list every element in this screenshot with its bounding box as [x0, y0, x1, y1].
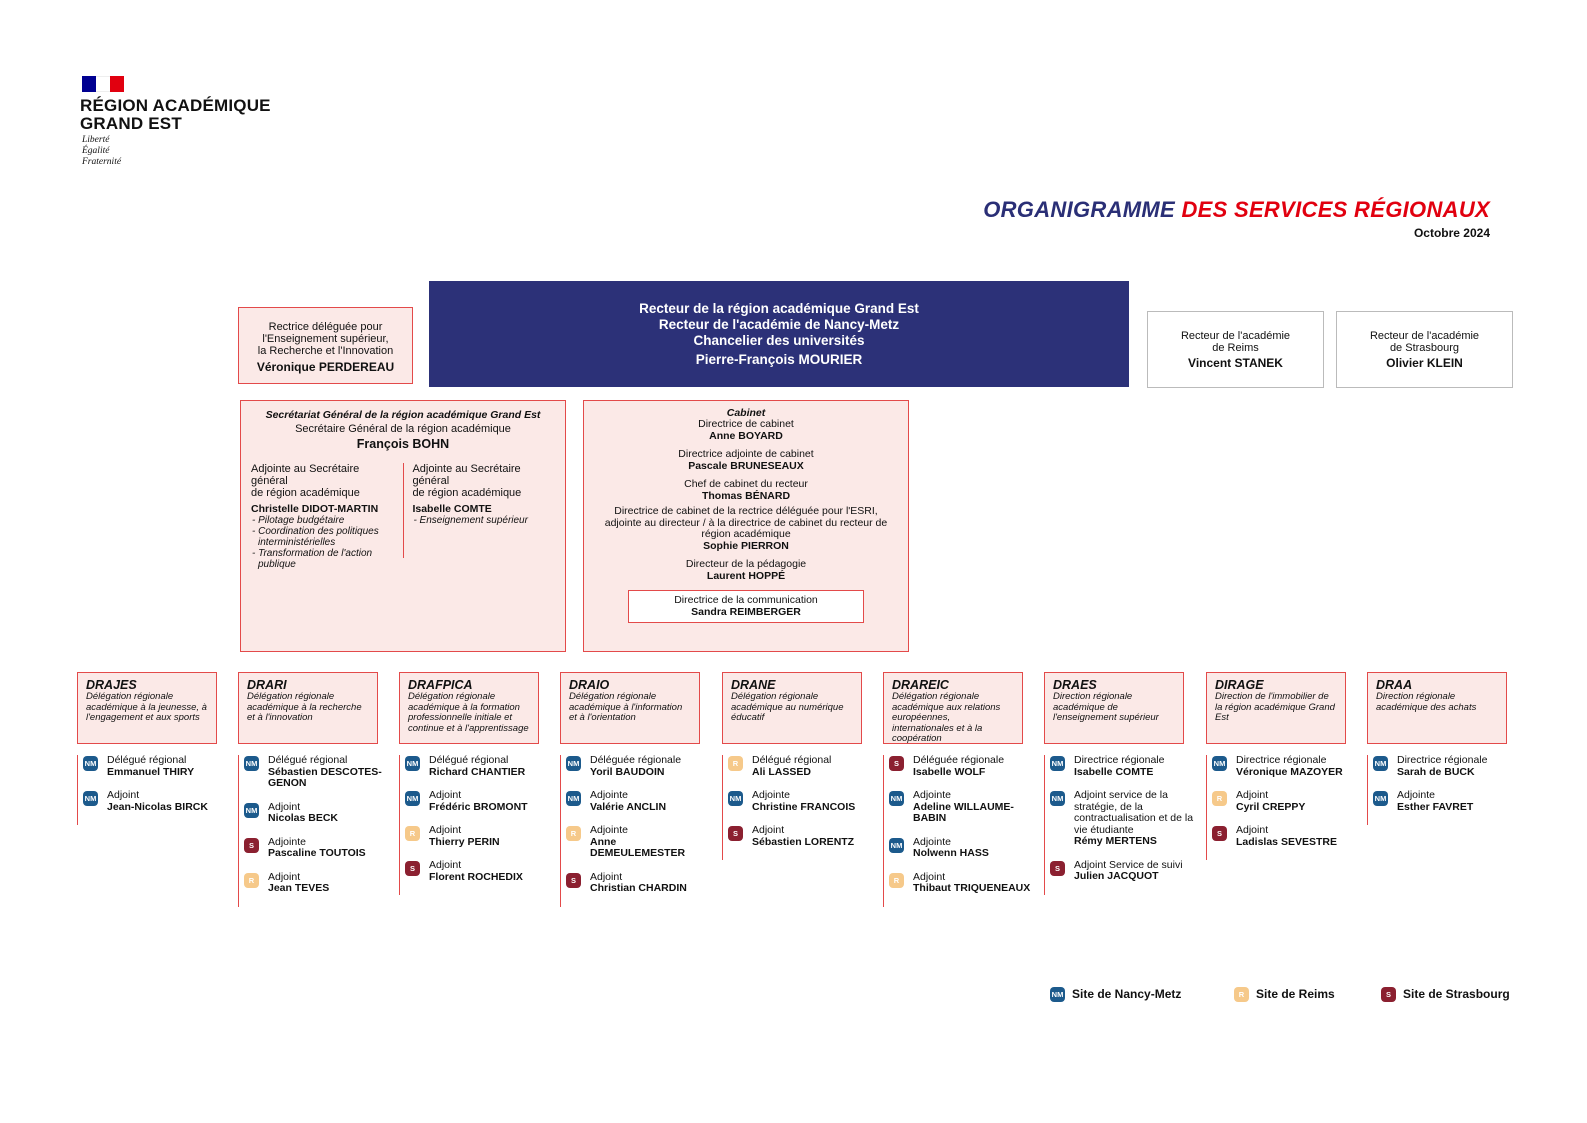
department-code: DRAIO [569, 678, 610, 692]
department-desc: Délégation régionale académique à la jeunesse, à l'engagement et aux sports [86, 691, 207, 723]
person-name: Esther FAVRET [1397, 800, 1474, 813]
sg-adjoint-1: Adjointe au Secrétaire général de région académique Christelle DIDOT-MARTIN - Pilotage budgétaire - Coordination des politiques interministérielles - Transformation de l'action publique [251, 463, 404, 558]
person-name: Rémy MERTENS [1074, 835, 1157, 847]
nm-site-icon: NM [1050, 987, 1065, 1002]
person-name: Thibaut TRIQUENEAUX [913, 882, 1031, 894]
person-entry [889, 872, 1033, 895]
department-box-drajes [77, 672, 217, 744]
department-code: DRAES [1053, 678, 1097, 692]
person-entry [728, 790, 872, 813]
person-role: Délégué régional [752, 754, 832, 766]
strasbourg-site-icon: S [728, 826, 743, 841]
person-name: Valérie ANCLIN [590, 800, 667, 813]
person-entry [83, 790, 227, 813]
person-name: Nolwenn HASS [913, 847, 989, 859]
department-code: DRAJES [86, 678, 137, 692]
department-people-dirage [1206, 755, 1356, 860]
person-entry [1212, 755, 1356, 778]
department-desc: Délégation régionale académique à la recherche et à l'innovation [247, 691, 362, 723]
nm-site-icon: NM [889, 838, 904, 853]
department-code: DRAFPICA [408, 678, 473, 692]
cabinet-box: Cabinet Directrice de cabinet Anne BOYARD Directrice adjointe de cabinet Pascale BRUNESEAUX Chef de cabinet du recteur Thomas BÉNARD Directrice de cabinet de la rectrice déléguée pour l'ESRI, adjointe au directeur / à la directrice de cabinet du recteur de région académique Sophie PIERRON Directeur de la pédagogie Laurent HOPPÉ Directrice de la communication Sandra REIMBERGER [583, 400, 909, 652]
nm-site-icon: NM [405, 791, 420, 806]
person-entry [889, 755, 1033, 778]
person-entry [1212, 825, 1356, 848]
nm-site-icon: NM [889, 791, 904, 806]
legend-reims: R Site de Reims [1234, 986, 1335, 1002]
nm-site-icon: NM [1050, 756, 1065, 771]
person-role: Adjoint [429, 824, 462, 836]
reims-site-icon: R [889, 873, 904, 888]
person-name: Florent ROCHEDIX [429, 870, 523, 883]
reims-site-icon: R [405, 826, 420, 841]
nm-site-icon: NM [405, 756, 420, 771]
person-entry [728, 755, 872, 778]
person-name: Christine FRANCOIS [752, 800, 856, 813]
strasbourg-site-icon: S [244, 838, 259, 853]
nm-site-icon: NM [1212, 756, 1227, 771]
strasbourg-site-icon: S [405, 861, 420, 876]
person-role: Adjoint [429, 789, 462, 801]
person-role: Directrice régionale [1236, 754, 1327, 766]
person-entry [566, 790, 710, 813]
department-code: DRAREIC [892, 678, 949, 692]
person-role: Directrice régionale [1397, 754, 1488, 766]
department-code: DRANE [731, 678, 776, 692]
person-role: Adjointe [268, 835, 306, 848]
page-date: Octobre 2024 [1413, 226, 1490, 240]
person-name: Sébastien DESCOTES-GENON [268, 765, 382, 789]
reims-site-icon: R [566, 826, 581, 841]
nm-site-icon: NM [566, 756, 581, 771]
person-entry [1212, 790, 1356, 813]
page-title: ORGANIGRAMME DES SERVICES RÉGIONAUX [983, 197, 1490, 222]
logo-name: RÉGION ACADÉMIQUE GRAND EST [80, 96, 271, 133]
person-entry [1373, 755, 1517, 778]
person-role: Délégué régional [429, 754, 509, 766]
person-entry [1050, 790, 1194, 848]
nm-site-icon: NM [728, 791, 743, 806]
department-people-drari [238, 755, 388, 907]
person-role: Délégué régional [268, 754, 348, 766]
person-entry [83, 755, 227, 778]
person-name: Cyril CREPPY [1236, 800, 1306, 813]
person-entry [1050, 755, 1194, 778]
person-name: Thierry PERIN [429, 835, 500, 848]
person-entry [244, 755, 388, 790]
nm-site-icon: NM [1050, 791, 1065, 806]
department-desc: Direction régionale académique de l'enseignement supérieur [1053, 691, 1159, 723]
department-people-drareic [883, 755, 1033, 907]
person-name: Jean-Nicolas BIRCK [107, 800, 208, 813]
person-entry [1373, 790, 1517, 813]
rectrice-deleguee-box: Rectrice déléguée pour l'Enseignement supérieur, la Recherche et l'Innovation Véronique PERDEREAU [238, 307, 413, 384]
person-name: Sarah de BUCK [1397, 765, 1475, 778]
person-name: Isabelle WOLF [913, 765, 986, 778]
recteur-reims-box: Recteur de l'académie de Reims Vincent STANEK [1147, 311, 1324, 388]
person-role: Adjoint [268, 870, 301, 883]
person-entry [405, 825, 549, 848]
person-entry [405, 790, 549, 813]
person-entry [1050, 860, 1194, 883]
person-role: Adjointe [913, 789, 951, 801]
logo-motto: Liberté Égalité Fraternité [82, 135, 122, 167]
department-desc: Direction régionale académique des achats [1376, 691, 1477, 713]
person-name: Yoril BAUDOIN [590, 765, 665, 778]
department-box-dirage [1206, 672, 1346, 744]
person-name: Ladislas SEVESTRE [1236, 835, 1337, 848]
person-name: Emmanuel THIRY [107, 765, 195, 778]
person-entry [405, 860, 549, 883]
strasbourg-site-icon: S [566, 873, 581, 888]
department-box-draio [560, 672, 700, 744]
department-code: DIRAGE [1215, 678, 1264, 692]
person-role: Adjoint [1236, 789, 1269, 801]
nm-site-icon: NM [244, 803, 259, 818]
reims-site-icon: R [1234, 987, 1249, 1002]
nm-site-icon: NM [83, 791, 98, 806]
nm-site-icon: NM [83, 756, 98, 771]
person-name: Isabelle COMTE [1074, 765, 1154, 778]
department-box-drane [722, 672, 862, 744]
person-name: Jean TEVES [268, 882, 330, 894]
secretariat-general-box: Secrétariat Général de la région académique Grand Est Secrétaire Général de la région académique François BOHN Adjointe au Secrétaire général de région académique Christelle DIDOT-MARTIN - Pilotage budgétaire - Coordination des politiques interministérielles - Transformation de l'action publique Adjointe au Secrétaire général de région académique Isabelle COMTE - Enseignement supérieur [240, 400, 566, 652]
department-desc: Délégation régionale académique au numérique éducatif [731, 691, 844, 723]
department-desc: Délégation régionale académique à l'information et à l'orientation [569, 691, 683, 723]
person-name: Pascaline TOUTOIS [268, 847, 366, 859]
person-role: Directrice régionale [1074, 754, 1165, 766]
department-box-draa [1367, 672, 1507, 744]
person-entry [244, 802, 388, 825]
strasbourg-site-icon: S [1050, 861, 1065, 876]
department-people-drafpica [399, 755, 549, 895]
reims-site-icon: R [728, 756, 743, 771]
person-name: Ali LASSED [752, 765, 811, 778]
person-entry [566, 755, 710, 778]
department-box-draes [1044, 672, 1184, 744]
person-role: Déléguée régionale [913, 754, 1005, 766]
person-role: Adjoint [268, 800, 301, 813]
person-name: Richard CHANTIER [429, 765, 526, 778]
department-people-draio [560, 755, 710, 907]
strasbourg-site-icon: S [889, 756, 904, 771]
person-role: Adjoint [107, 789, 140, 801]
nm-site-icon: NM [244, 756, 259, 771]
person-entry [728, 825, 872, 848]
person-name: Sébastien LORENTZ [752, 835, 855, 848]
recteur-box: Recteur de la région académique Grand Est Recteur de l'académie de Nancy-Metz Chancelier des universités Pierre-François MOURIER [429, 281, 1129, 387]
person-name: Christian CHARDIN [590, 882, 687, 894]
person-role: Adjoint [429, 859, 462, 871]
person-role: Adjointe [590, 789, 628, 801]
person-entry [244, 872, 388, 895]
person-entry [405, 755, 549, 778]
person-role: Adjointe [913, 835, 951, 848]
person-entry [566, 872, 710, 895]
person-name: Julien JACQUOT [1074, 870, 1159, 882]
person-name: Véronique MAZOYER [1236, 765, 1343, 778]
person-entry [889, 837, 1033, 860]
department-people-draa [1367, 755, 1517, 825]
department-people-drane [722, 755, 872, 860]
person-role: Délégué régional [107, 754, 187, 766]
strasbourg-site-icon: S [1381, 987, 1396, 1002]
legend-strasbourg: S Site de Strasbourg [1381, 986, 1510, 1002]
person-role: Adjoint [1236, 824, 1269, 836]
department-code: DRARI [247, 678, 287, 692]
nm-site-icon: NM [1373, 791, 1388, 806]
person-role: Déléguée régionale [590, 754, 682, 766]
strasbourg-site-icon: S [1212, 826, 1227, 841]
person-name: Adeline WILLAUME-BABIN [913, 800, 1014, 824]
person-entry [889, 790, 1033, 825]
reims-site-icon: R [244, 873, 259, 888]
person-role: Adjointe [590, 824, 628, 836]
department-people-draes [1044, 755, 1194, 895]
recteur-strasbourg-box: Recteur de l'académie de Strasbourg Olivier KLEIN [1336, 311, 1513, 388]
person-name: Frédéric BROMONT [429, 800, 528, 813]
department-box-drafpica [399, 672, 539, 744]
communication-box: Directrice de la communication Sandra REIMBERGER [628, 590, 864, 623]
department-desc: Délégation régionale académique à la formation professionnelle initiale et continue et à l'apprentissage [408, 691, 529, 734]
person-role: Adjoint service de la stratégie, de la contractualisation et de la vie étudiante [1074, 789, 1194, 836]
department-code: DRAA [1376, 678, 1413, 692]
department-desc: Direction de l'immobilier de la région académique Grand Est [1215, 691, 1335, 723]
legend-nancy-metz: NM Site de Nancy-Metz [1051, 987, 1182, 1001]
person-entry [566, 825, 710, 860]
person-role: Adjoint [752, 824, 785, 836]
person-entry [244, 837, 388, 860]
department-people-drajes [77, 755, 227, 825]
person-role: Adjoint Service de suivi [1074, 858, 1183, 871]
department-box-drari [238, 672, 378, 744]
nm-site-icon: NM [566, 791, 581, 806]
department-box-drareic [883, 672, 1023, 744]
person-role: Adjointe [752, 789, 790, 801]
person-name: Anne DEMEULEMESTER [590, 835, 686, 859]
person-role: Adjoint [590, 870, 623, 883]
sg-adjoint-2: Adjointe au Secrétaire général de région académique Isabelle COMTE - Enseignement supérieur [412, 463, 528, 526]
department-desc: Délégation régionale académique aux relations européennes, internationales et à la coopération [892, 691, 1001, 744]
reims-site-icon: R [1212, 791, 1227, 806]
republic-flag-logo [82, 76, 124, 92]
person-name: Nicolas BECK [268, 812, 339, 824]
person-role: Adjointe [1397, 789, 1435, 801]
nm-site-icon: NM [1373, 756, 1388, 771]
person-role: Adjoint [913, 870, 946, 883]
